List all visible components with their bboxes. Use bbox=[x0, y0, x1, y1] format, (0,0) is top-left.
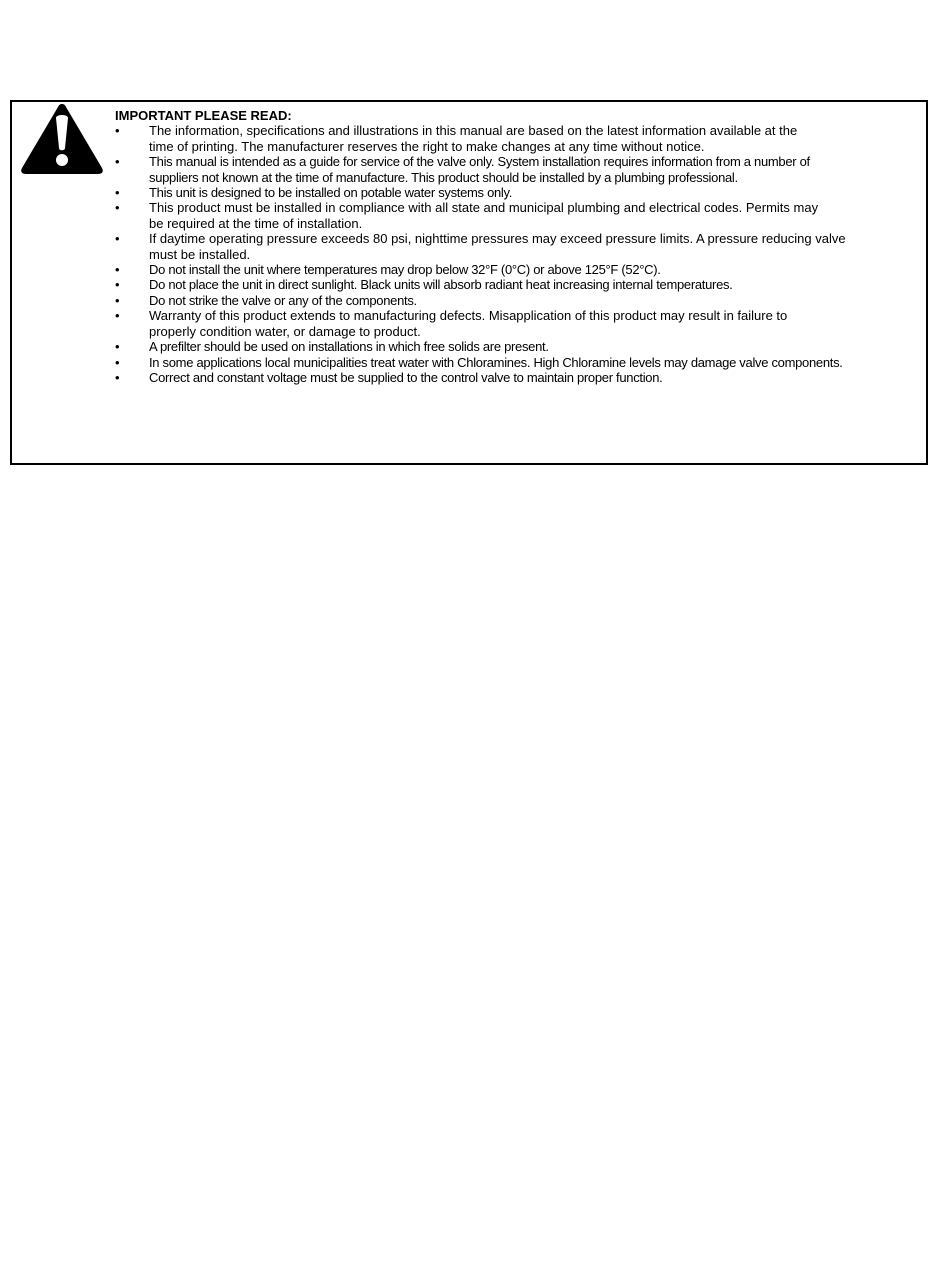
list-item-text: Correct and constant voltage must be supplied to the control valve to maintain proper function. bbox=[149, 369, 663, 385]
important-notice-box bbox=[10, 100, 928, 465]
list-item bbox=[115, 231, 915, 262]
list-item bbox=[115, 154, 915, 185]
bullet: • bbox=[115, 262, 120, 278]
bullet: • bbox=[115, 339, 120, 355]
list-item bbox=[115, 200, 915, 231]
list-item-text: This product must be installed in compliance with all state and municipal plumbing and electrical codes. Permits may be required at the time of installation. bbox=[149, 200, 819, 231]
list-item-text: This unit is designed to be installed on potable water systems only. bbox=[149, 185, 513, 201]
list-item-text: This manual is intended as a guide for service of the valve only. System installation requires information from a number of suppliers not known at the time of manufacture. This product should be installed by a plumbing professional. bbox=[149, 154, 810, 185]
list-item-text: Warranty of this product extends to manufacturing defects. Misapplication of this product may result in failure to properly condition water, or damage to product. bbox=[149, 308, 788, 339]
list-item bbox=[115, 339, 915, 354]
bullet: • bbox=[115, 123, 120, 139]
list-item-text: In some applications local municipalities treat water with Chloramines. High Chloramine levels may damage valve components. bbox=[149, 354, 843, 370]
bullet: • bbox=[115, 185, 120, 201]
notice-list bbox=[115, 123, 915, 385]
list-item bbox=[115, 293, 915, 308]
bullet: • bbox=[115, 277, 120, 293]
bullet: • bbox=[115, 369, 120, 385]
list-item bbox=[115, 355, 915, 370]
list-item bbox=[115, 123, 915, 154]
bullet: • bbox=[115, 308, 120, 324]
list-item bbox=[115, 185, 915, 200]
list-item bbox=[115, 308, 915, 339]
list-item-text: Do not install the unit where temperatures may drop below 32°F (0°C) or above 125°F (52°C). bbox=[149, 262, 661, 278]
list-item bbox=[115, 277, 915, 292]
bullet: • bbox=[115, 231, 120, 247]
bullet: • bbox=[115, 200, 120, 216]
list-item bbox=[115, 370, 915, 385]
notice-heading: IMPORTANT PLEASE READ: bbox=[115, 108, 292, 123]
bullet: • bbox=[115, 292, 120, 308]
bullet: • bbox=[115, 154, 120, 170]
list-item-text: Do not strike the valve or any of the components. bbox=[149, 292, 417, 308]
list-item bbox=[115, 262, 915, 277]
list-item-text: A prefilter should be used on installations in which free solids are present. bbox=[149, 339, 549, 355]
notice-content bbox=[115, 108, 915, 385]
list-item-text: The information, specifications and illustrations in this manual are based on the latest information available at the time of printing. The manufacturer reserves the right to make changes at any time without notice. bbox=[149, 123, 798, 154]
warning-triangle-icon bbox=[20, 102, 104, 176]
list-item-text: If daytime operating pressure exceeds 80 psi, nighttime pressures may exceed pressure limits. A pressure reducing valve must be installed. bbox=[149, 231, 846, 262]
bullet: • bbox=[115, 354, 120, 370]
list-item-text: Do not place the unit in direct sunlight. Black units will absorb radiant heat increasing internal temperatures. bbox=[149, 277, 733, 293]
